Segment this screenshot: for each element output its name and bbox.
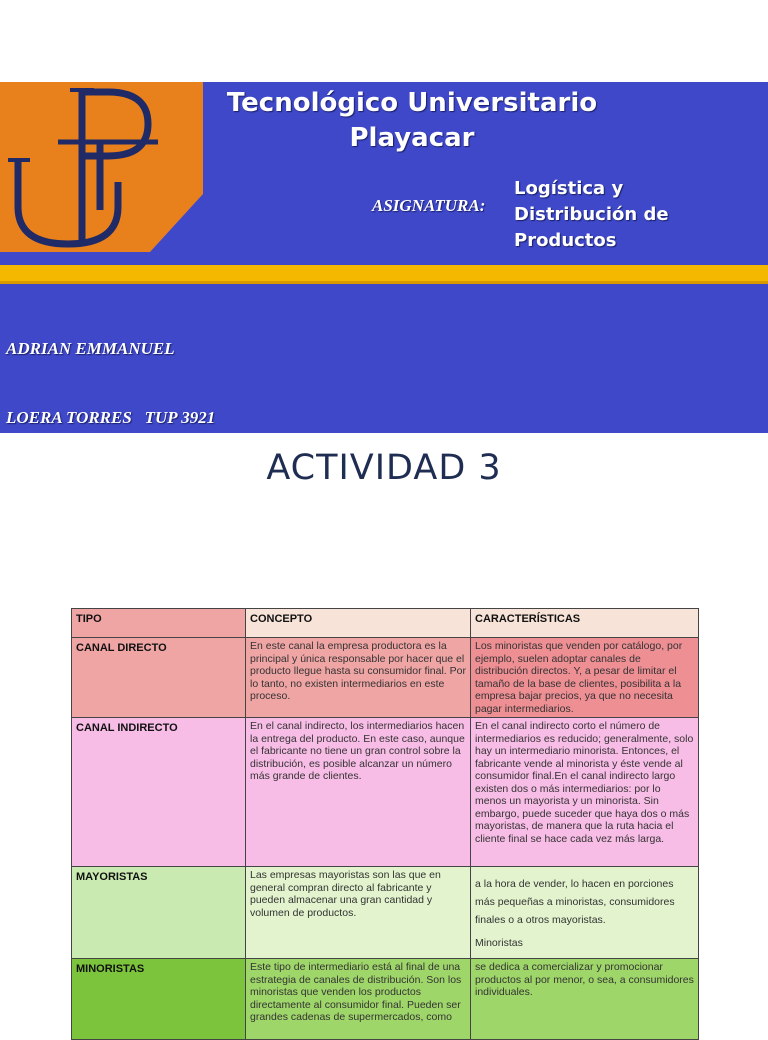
- row-concepto: En el canal indirecto, los intermediarios hacen la entrega del producto. En este caso, aunque el fabricante no tiene un gran control sobre la distribución, es posible alcanzar un número más grande de clientes.: [246, 718, 471, 867]
- table-row: [72, 718, 699, 867]
- row-caracteristicas: En el canal indirecto corto el número de intermediarios es reducido; generalmente, solo hay un intermediario minorista. Entonces, el fabricante vende al minorista y éste vende al consumidor final.En el canal indirecto largo existen dos o más intermediarios: por lo menos un mayorista y un minorista. Sin embargo, puede suceder que haya dos o más mayoristas, de manera que la ruta hacia el cliente final se hace cada vez más larga.: [471, 718, 699, 867]
- row-tipo: MAYORISTAS: [72, 867, 246, 959]
- institution-line-1: Tecnológico Universitario: [226, 88, 598, 118]
- page-title: ACTIVIDAD 3: [266, 448, 502, 488]
- stripe-divider: [0, 281, 768, 284]
- row-caracteristicas: se dedica a comercializar y promocionar productos al por menor, o sea, a consumidores individuales.: [471, 959, 699, 1040]
- table-row: [72, 867, 699, 959]
- row-tipo: CANAL INDIRECTO: [72, 718, 246, 867]
- subject-name: [514, 176, 754, 254]
- distribution-channels-table: [71, 608, 699, 1040]
- subject-label: ASIGNATURA:: [372, 196, 486, 215]
- header-caracteristicas: CARACTERÍSTICAS: [471, 609, 699, 638]
- university-logo: [0, 82, 203, 252]
- row-concepto: Este tipo de intermediario está al final de una estrategia de canales de distribución. Son los minoristas que venden los productos directamente al consumidor final. Pueden ser grandes cadenas de supermercados, como: [246, 959, 471, 1040]
- subject-line-2: Distribución de: [514, 204, 669, 225]
- row-tipo: CANAL DIRECTO: [72, 638, 246, 718]
- header-tipo: TIPO: [72, 609, 246, 638]
- header-concepto: CONCEPTO: [246, 609, 471, 638]
- institution-line-2: Playacar: [349, 123, 475, 153]
- row-caracteristicas-extra: Minoristas: [475, 937, 523, 949]
- row-tipo: MINORISTAS: [72, 959, 246, 1040]
- student-name-line-2: LOERA TORRES TUP 3921: [6, 408, 216, 427]
- row-caracteristicas: Los minoristas que venden por catálogo, por ejemplo, suelen adoptar canales de distribución directos. Y, a pesar de limitar el tamaño de la base de clientes, posibilita a la empresa bajar precios, ya que no necesita pagar intermediarios.: [471, 638, 699, 718]
- table-row: [72, 638, 699, 718]
- table-header-row: [72, 609, 699, 638]
- student-info: [6, 291, 215, 452]
- yellow-stripe: [0, 265, 768, 281]
- row-caracteristicas: [471, 867, 699, 959]
- subject-line-1: Logística y: [514, 178, 624, 199]
- institution-name: [205, 86, 619, 156]
- row-concepto: En este canal la empresa productora es la principal y única responsable por hacer que el producto llegue hasta su consumidor final. Por lo tanto, no existen intermediarios en este proceso.: [246, 638, 471, 718]
- subject-line-3: Productos: [514, 230, 617, 251]
- row-caracteristicas-text: a la hora de vender, lo hacen en porciones más pequeñas a minoristas, consumidores finales o a otros mayoristas.: [475, 878, 675, 926]
- row-concepto: Las empresas mayoristas son las que en general compran directo al fabricante y pueden almacenar una gran cantidad y volumen de productos.: [246, 867, 471, 959]
- student-name-line-1: ADRIAN EMMANUEL: [6, 339, 175, 358]
- table-row: [72, 959, 699, 1040]
